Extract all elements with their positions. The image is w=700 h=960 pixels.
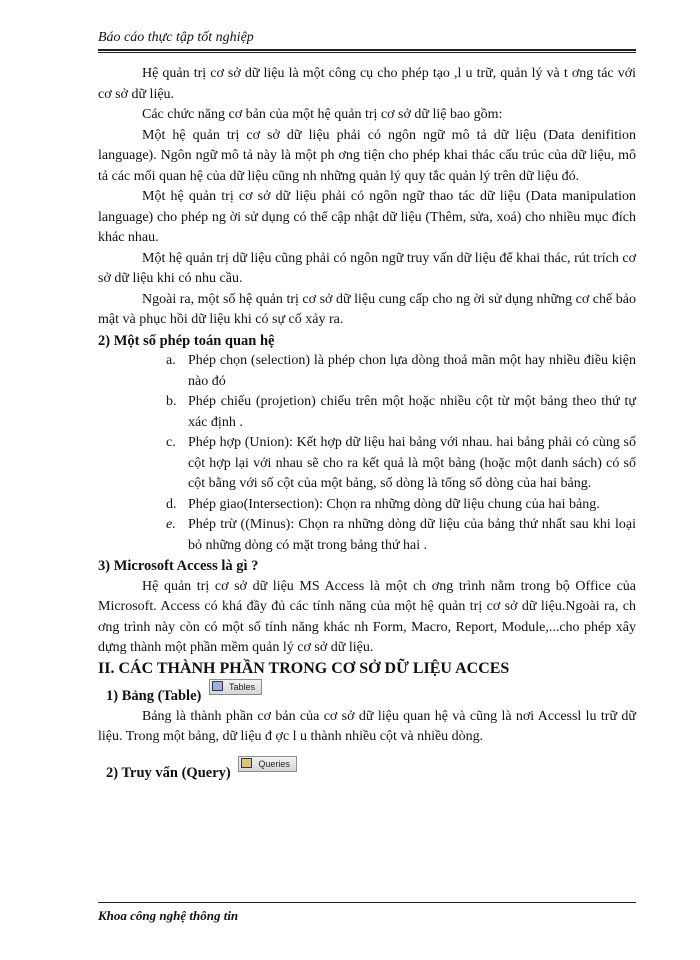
- list-item: [166, 433, 636, 495]
- tables-button-label: Tables: [228, 682, 255, 692]
- intro-paragraph-1: Hệ quản trị cơ sở dữ liệu là một công cụ cho phép tạo ,l u trữ, quản lý và t ơng tác với cơ sở dữ liệu.: [98, 66, 636, 102]
- intro-paragraph-5: Một hệ quản trị dữ liệu cũng phải có ngôn ngữ truy vấn dữ liệu để khai thác, rút trích cơ sở dữ liệu khi có nhu cầu.: [98, 250, 636, 286]
- list-item: [166, 351, 636, 392]
- intro-paragraph-3: Một hệ quản trị cơ sở dữ liệu phải có ngôn ngữ mô tả dữ liệu (Data denifition language). Ngôn ngữ mô tả này là một ph ơng tiện cho phép khai thác cấu trúc của dữ liệu, mô tả các mối quan hệ của dữ liệu cũng nh những quản lý quy tắc quản lý trên dữ liệu đó.: [98, 127, 636, 184]
- table-icon: [212, 681, 223, 691]
- section-2-heading: 2) Một số phép toán quan hệ: [98, 332, 275, 349]
- operations-list: [98, 351, 636, 556]
- list-marker: c.: [166, 435, 176, 450]
- list-item-text: Phép chọn (selection) là phép chon lựa dòng thoả mãn một hay nhiều điều kiện nào đó: [188, 353, 636, 389]
- header-divider: [98, 52, 636, 53]
- page-footer: [98, 908, 238, 924]
- list-item-text: Phép trừ ((Minus): Chọn ra những dòng dữ liệu của bảng thứ nhất sau khi loại bỏ những dòng có mặt trong bảng thứ hai .: [188, 517, 636, 553]
- intro-paragraph-2: Các chức năng cơ bản của một hệ quản trị cơ sở dữ liệ bao gồm:: [142, 107, 503, 122]
- list-item: [166, 495, 636, 516]
- subsection-table-paragraph: Bảng là thành phần cơ bản của cơ sở dữ liệu quan hệ và cũng là nơi Accessl lu trữ dữ liệu. Trong một bảng, dữ liệu đ ợc l u thành nhiều cột và nhiều dòng.: [98, 708, 636, 744]
- list-marker: b.: [166, 394, 177, 409]
- header-title: Báo cáo thực tập tốt nghiệp: [98, 30, 254, 45]
- list-marker: e.: [166, 517, 176, 532]
- query-icon: [241, 758, 252, 768]
- intro-paragraph-4: Một hệ quản trị cơ sở dữ liệu phải có ngôn ngữ thao tác dữ liệu (Data manipulation language) cho phép ng ời sử dụng có thể cập nhật dữ liệu (Thêm, sửa, xoá) cho nhiều mục đích khác nhau.: [98, 189, 636, 245]
- list-item: [166, 515, 636, 556]
- subsection-table-heading: [98, 679, 636, 707]
- subsection-query-title: 2) Truy vấn (Query): [106, 764, 231, 781]
- section-3-heading: 3) Microsoft Access là gì ?: [98, 558, 259, 574]
- footer-text: Khoa công nghệ thông tin: [98, 908, 239, 923]
- queries-button[interactable]: [238, 756, 297, 772]
- page-header: [98, 30, 636, 51]
- list-marker: d.: [166, 496, 177, 512]
- tables-button[interactable]: [209, 679, 262, 695]
- part-2-heading: II. CÁC THÀNH PHẦN TRONG CƠ SỞ DỮ LIỆU ACCES: [98, 659, 510, 677]
- subsection-query-heading: [98, 756, 636, 784]
- list-item: [166, 392, 636, 433]
- queries-button-label: Queries: [258, 758, 290, 769]
- list-item-text: Phép chiếu (projetion) chiếu trên một hoặc nhiều cột từ một bảng theo thứ tự xác định .: [188, 394, 636, 430]
- intro-paragraph-6: Ngoài ra, một số hệ quản trị cơ sở dữ liệu cung cấp cho ng ời sử dụng những cơ chế bảo mật và phục hồi dữ liệu khi có sự cố xảy ra.: [98, 291, 636, 327]
- list-item-text: Phép hợp (Union): Kết hợp dữ liệu hai bảng với nhau. hai bảng phải có cùng số cột hợp lại với nhau sẽ cho ra kết quả là một bảng (hoặc một danh sách) có số cột bằng với số cột của một bảng, số dòng là tổng số dòng của hai bảng.: [188, 435, 636, 491]
- section-3-paragraph: Hệ quản trị cơ sở dữ liệu MS Access là một ch ơng trình nằm trong bộ Office của Microsoft. Access có khá đầy đủ các tính năng của một hệ quản trị cơ sở dữ liệu.Ngoài ra, ch ơng trình này còn có một số tính năng khác nh Form, Macro, Report, Module,...cho phép xây dựng thành một phần mềm quản lý cơ sở dữ liệu.: [98, 578, 636, 655]
- list-item-text: Phép giao(Intersection): Chọn ra những dòng dữ liệu chung của hai bảng.: [188, 496, 600, 512]
- subsection-table-title: 1) Bảng (Table): [106, 688, 202, 704]
- document-body: [98, 64, 636, 783]
- list-marker: a.: [166, 353, 176, 368]
- footer-divider: [98, 902, 636, 903]
